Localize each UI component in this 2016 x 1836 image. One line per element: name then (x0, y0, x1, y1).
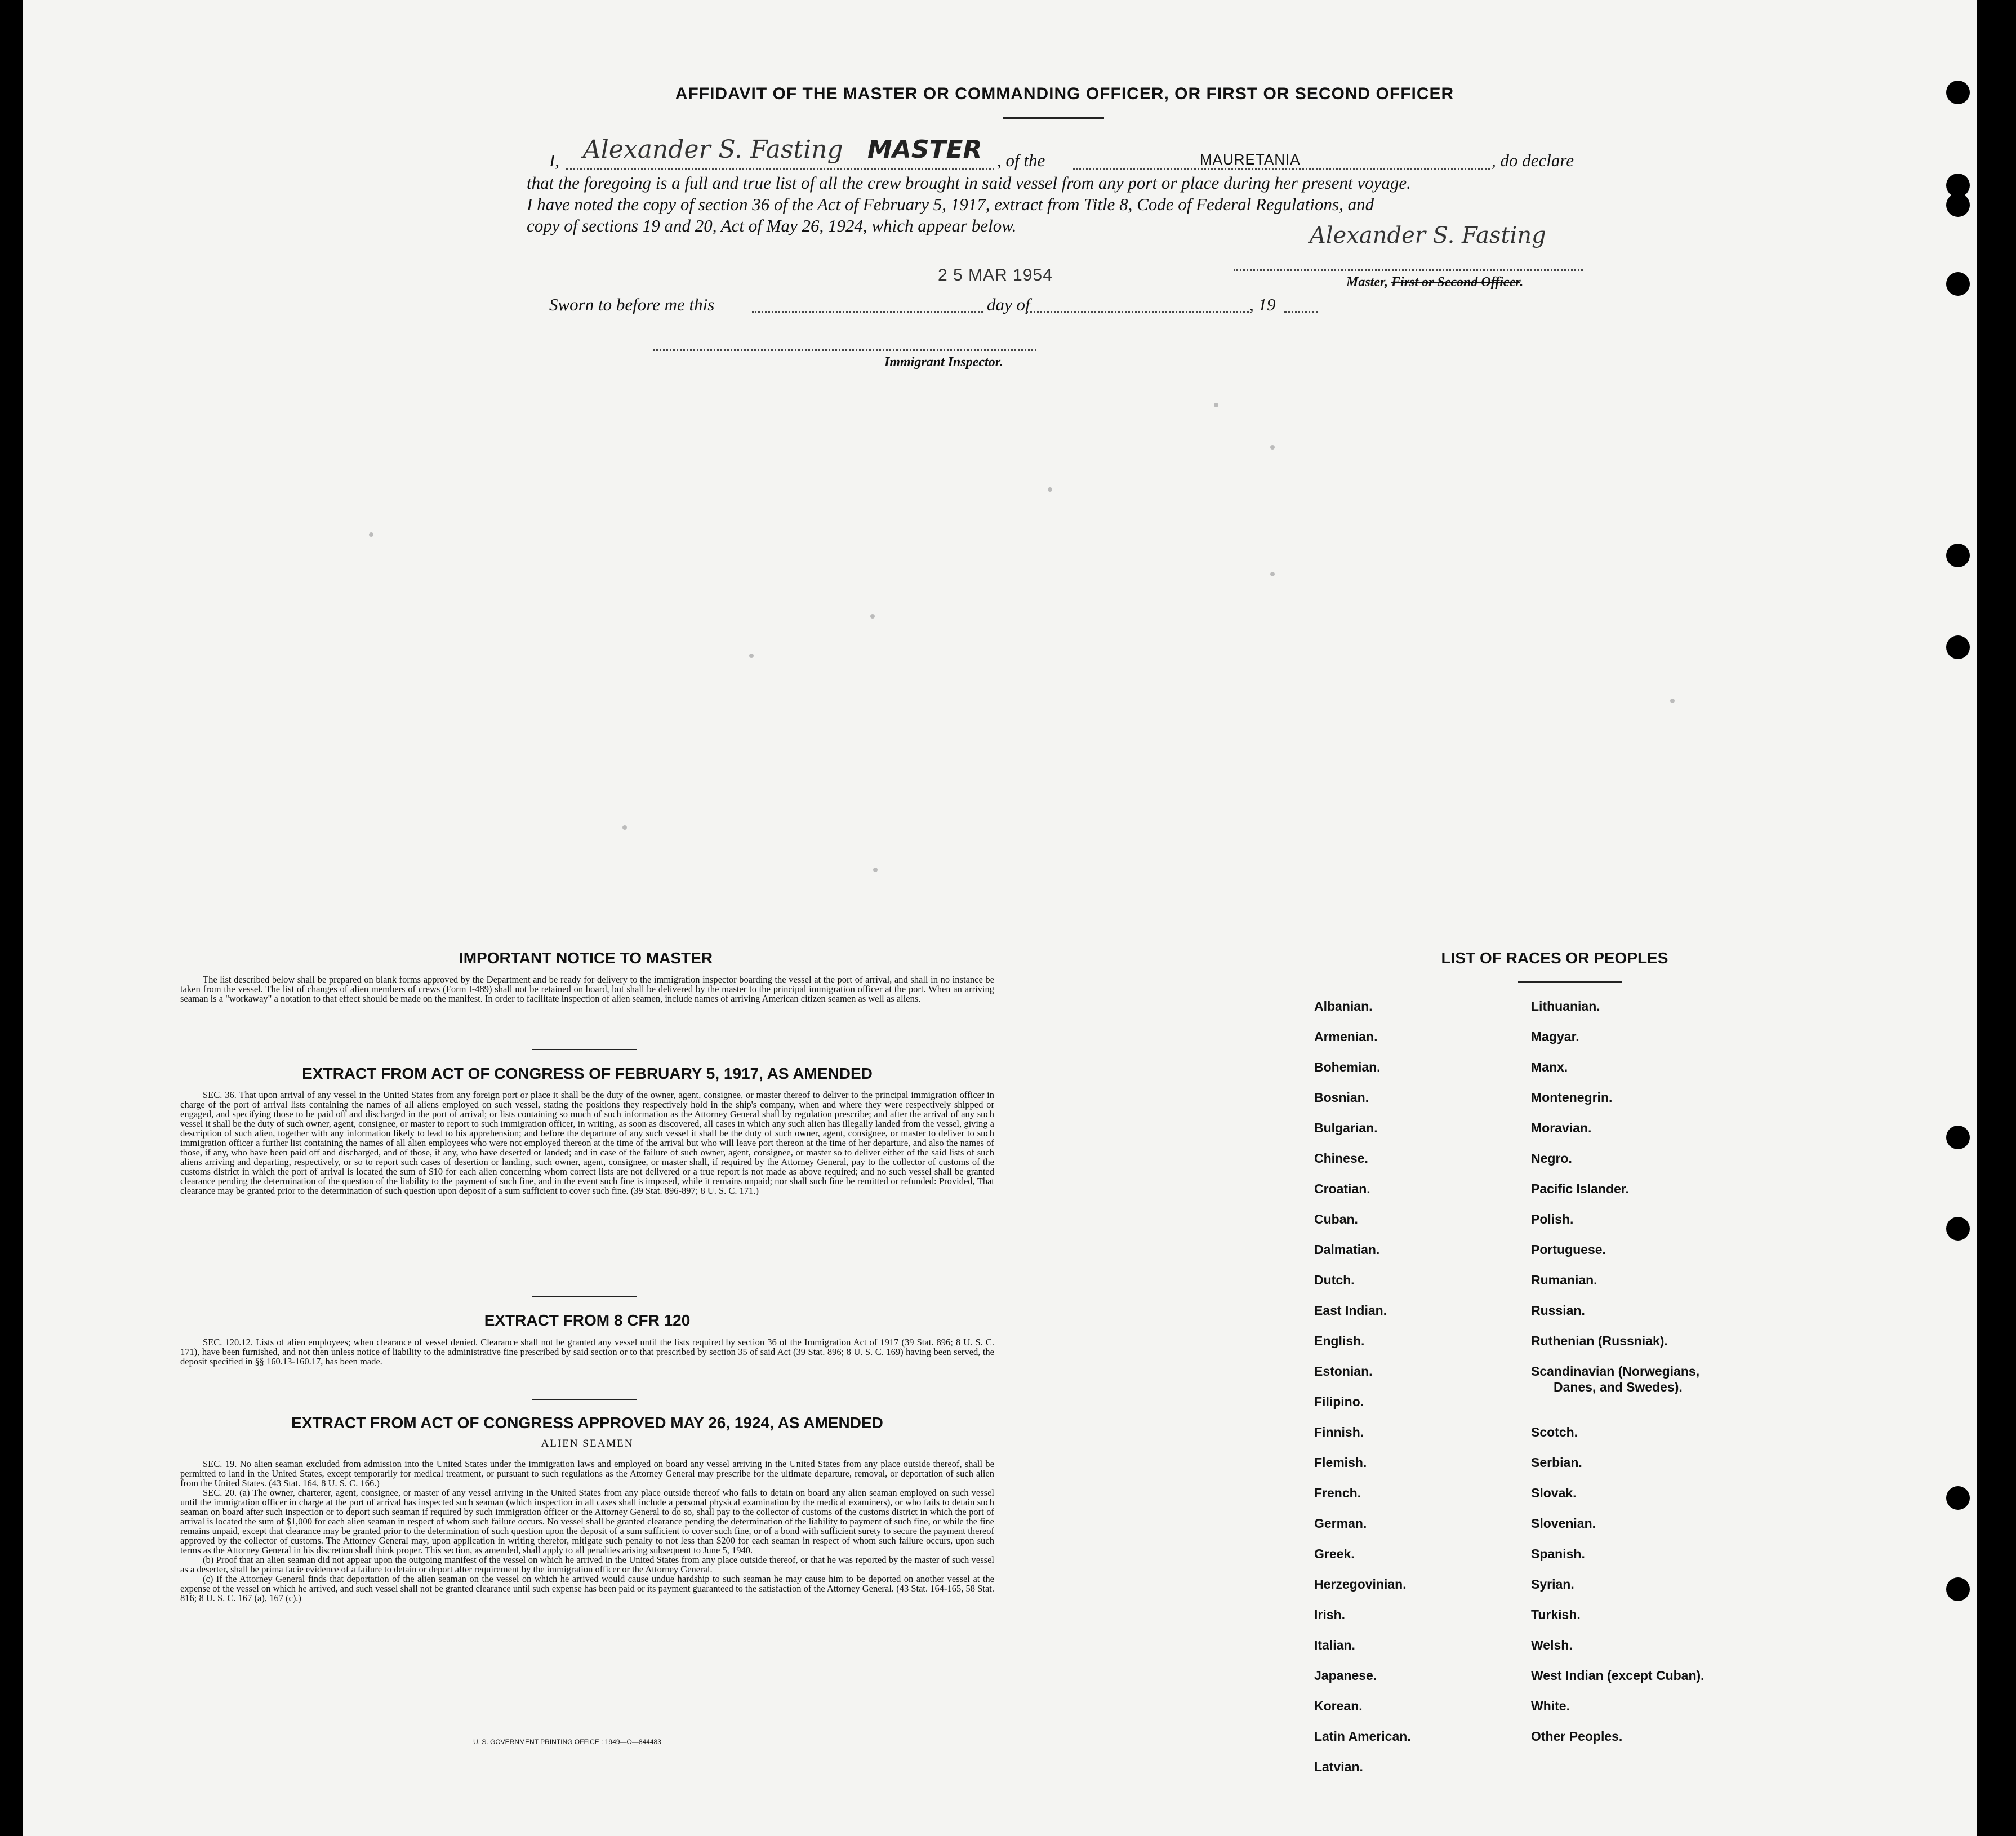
race-item: Bulgarian. (1314, 1121, 1378, 1135)
punch-hole (1946, 1486, 1970, 1510)
race-item: Lithuanian. (1531, 999, 1600, 1013)
extract-1924-body (180, 1459, 994, 1603)
race-item: Slovenian. (1531, 1516, 1596, 1531)
race-item: Korean. (1314, 1699, 1363, 1713)
signature-second: Alexander S. Fasting (1310, 223, 1546, 248)
day-of-label: day of (987, 295, 1030, 314)
race-item: Montenegrin. (1531, 1090, 1613, 1105)
race-item: Slovak. (1531, 1486, 1577, 1500)
race-item: Syrian. (1531, 1577, 1574, 1592)
bleed-dot (1270, 572, 1275, 576)
of-the-label: , of the (997, 150, 1045, 170)
sworn-label: Sworn to before me this (549, 295, 715, 314)
race-item: Armenian. (1314, 1029, 1378, 1044)
race-item: Latvian. (1314, 1759, 1363, 1774)
notice-title: IMPORTANT NOTICE TO MASTER (459, 949, 713, 967)
race-item: Filipino. (1314, 1394, 1364, 1409)
bleed-dot (1048, 487, 1052, 492)
race-item: Italian. (1314, 1638, 1355, 1652)
vessel-name: MAURETANIA (1200, 151, 1301, 168)
master-label-end: . (1520, 275, 1524, 290)
race-item: French. (1314, 1486, 1361, 1500)
race-item: Danes, and Swedes). (1554, 1380, 1683, 1394)
race-item: Magyar. (1531, 1029, 1579, 1044)
bleed-dot (749, 654, 754, 658)
race-item: Welsh. (1531, 1638, 1573, 1652)
bleed-dot (369, 532, 373, 537)
notice-paragraph: The list described below shall be prepared on blank forms approved by the Department and be ready for delivery to the immigration inspector boarding the vessel at the port of arrival, and shall in no instance be taken from the vessel. The list of changes of alien members of crews (Form I-489) shall not be retained on board, but shall be delivered by the master to the principal immigration officer at the port. When an arriving seaman is a "workaway" a notation to that effect should be made on the manifest. In order to facilitate inspection of alien seamen, include names of arriving American citizen seamen as well as aliens. (180, 974, 994, 1004)
race-item: Ruthenian (Russniak). (1531, 1333, 1668, 1348)
sworn-day-line (752, 311, 983, 313)
affidavit-title: AFFIDAVIT OF THE MASTER OR COMMANDING OFFICER, OR FIRST OR SECOND OFFICER (675, 85, 1454, 103)
master-text: Master, (1346, 275, 1392, 290)
race-item: Chinese. (1314, 1151, 1368, 1166)
race-item: Serbian. (1531, 1455, 1582, 1470)
date-stamp: 2 5 MAR 1954 (938, 266, 1053, 284)
section-divider (532, 1399, 637, 1400)
master-signature-line (1234, 269, 1583, 271)
races-title: LIST OF RACES OR PEOPLES (1441, 949, 1668, 967)
race-item: Latin American. (1314, 1729, 1411, 1744)
race-item: White. (1531, 1699, 1570, 1713)
race-item: Bosnian. (1314, 1090, 1369, 1105)
signature-first: Alexander S. Fasting (583, 135, 843, 164)
race-item: Scandinavian (Norwegians, (1531, 1364, 1700, 1379)
master-label (1346, 275, 1523, 290)
race-item: Dalmatian. (1314, 1242, 1380, 1257)
notice-body (180, 975, 994, 1003)
extract-1924-title: EXTRACT FROM ACT OF CONGRESS APPROVED MAY 26, 1924, AS AMENDED (291, 1414, 883, 1432)
race-item: Estonian. (1314, 1364, 1373, 1379)
race-item: Manx. (1531, 1060, 1568, 1074)
inspector-label: Immigrant Inspector. (884, 355, 1003, 370)
bleed-dot (1670, 699, 1675, 703)
bleed-dot (873, 868, 878, 872)
punch-hole (1946, 1126, 1970, 1149)
declaration-line-2: that the foregoing is a full and true list of all the crew brought in said vessel from any port or place during her present voyage. (527, 173, 1411, 193)
extract-cfr-title: EXTRACT FROM 8 CFR 120 (484, 1312, 691, 1329)
sworn-month-line (1026, 311, 1249, 313)
i-prefix: I, (549, 150, 560, 170)
document-page (23, 0, 1977, 1836)
declaration-line-3: I have noted the copy of section 36 of the Act of February 5, 1917, extract from Title 8, Code of Federal Regulations, and (527, 194, 1374, 214)
race-item: Spanish. (1531, 1546, 1585, 1561)
race-item: Portuguese. (1531, 1242, 1606, 1257)
punch-hole (1946, 193, 1970, 217)
race-item: Other Peoples. (1531, 1729, 1623, 1744)
punch-hole (1946, 544, 1970, 567)
race-item: Rumanian. (1531, 1273, 1597, 1287)
punch-hole (1946, 1577, 1970, 1601)
punch-hole (1946, 1217, 1970, 1241)
race-item: Bohemian. (1314, 1060, 1381, 1074)
race-item: Polish. (1531, 1212, 1574, 1226)
declaration-line-4: copy of sections 19 and 20, Act of May 26, 1924, which appear below. (527, 216, 1017, 235)
race-item: West Indian (except Cuban). (1531, 1668, 1705, 1683)
name-line (566, 168, 994, 170)
sec-20c-paragraph: (c) If the Attorney General finds that deportation of the alien seaman on the vessel on which he arrived would cause undue hardship to such seaman he may cause him to be deported on another vessel at the expense of the vessel on which he arrived, and such vessel shall not be granted clearance until such expense has been paid or its payment guaranteed to the satisfaction of the Attorney General. (43 Stat. 164-165, 58 Stat. 816; 8 U. S. C. 167 (a), 167 (c).) (180, 1573, 994, 1603)
extract-1924-subtitle: ALIEN SEAMEN (541, 1438, 634, 1450)
race-item: Pacific Islander. (1531, 1181, 1629, 1196)
bleed-dot (870, 614, 875, 619)
signature-rank: MASTER (867, 135, 982, 164)
sec-20a-paragraph: SEC. 20. (a) The owner, charterer, agent, consignee, or master of any vessel arriving in the United States from any place outside thereof who fails to detain on board any alien seaman employed on such vessel until the immigration officer in charge at the port of arrival has inspected such seaman (which inspection in all cases shall include a personal physical examination by the medical examiners), or who fails to detain such seaman on board after such inspection or to deport such seaman if required by such immigration officer or the Attorney General to do so, shall pay to the collector of customs of the customs district in which the port of arrival is located the sum of $1,000 for each alien seaman in respect of whom such failure occurs. No vessel shall be granted clearance pending the determination of the liability to payment of such fine, or while the fine remains unpaid, except that clearance may be granted prior to the determination of such question upon the deposit of a sum sufficient to cover such fine, or of a bond with sufficient surety to secure the payment thereof approved by the collector of customs. The Attorney General may, upon application in writing therefor, mitigate such penalty to not less than $200 for each seaman in respect of whom such failure occurs, upon such terms as the Attorney General in his discretion shall think proper. This section, as amended, shall apply to all penalties arising subsequent to June 5, 1940. (180, 1487, 994, 1555)
race-item: Moravian. (1531, 1121, 1592, 1135)
race-item: Albanian. (1314, 999, 1373, 1013)
struck-officer-text: First or Second Officer (1391, 275, 1520, 290)
race-item: Dutch. (1314, 1273, 1355, 1287)
extract-1917-body (180, 1090, 994, 1195)
sworn-year-line (1284, 311, 1318, 313)
year-label: , 19 (1249, 295, 1276, 314)
race-item: Flemish. (1314, 1455, 1367, 1470)
extract-cfr-body (180, 1337, 994, 1366)
race-item: Turkish. (1531, 1607, 1581, 1622)
race-item: Japanese. (1314, 1668, 1377, 1683)
extract-1917-paragraph: SEC. 36. That upon arrival of any vessel in the United States from any foreign port or place it shall be the duty of the owner, agent, consignee, or master thereof to deliver to the principal immigration officer in charge of the port of arrival lists containing the names of all aliens employed on such vessel, stating the positions they respectively hold in the ship's company, when and where they were respectively shipped or engaged, and specifying those to be paid off and discharged in the port of arrival; or lists containing so much of such information as the Attorney General shall by regulation prescribe; and after the arrival of any such vessel it shall be the duty of such owner, agent, consignee, or master to report to such immigration officer, in writing, as soon as discovered, all cases in which any such alien has illegally landed from the vessel, giving a description of such alien, together with any information likely to lead to his apprehension; and before the departure of any such vessel it shall be the duty of such owner, agent, consignee, or master to deliver to such immigration officer a further list containing the names of all alien employees who were not employed thereon at the time of the arrival but who will leave port thereon at the time of her departure, and also the names of those, if any, who have been paid off and discharged, and of those, if any, who have deserted or landed; and in case of the failure of such owner, agent, consignee, or master so to deliver either of the said lists of such aliens arriving and departing, respectively, or so to report such cases of desertion or landing, such owner, agent, consignee, or master shall, if required by the Attorney General, pay to the collector of customs of the customs district in which the port of arrival is located the sum of $10 for each alien concerning whom correct lists are not delivered or a true report is not made as above required; and no such vessel shall be granted clearance pending the determination of the question of the liability to the payment of such fine, and in the event such fine is imposed, while it remains unpaid; nor shall such fine be remitted or refunded: Provided, That clearance may be granted prior to the determination of such question upon deposit of a sum sufficient to cover such fine. (39 Stat. 896-897; 8 U. S. C. 171.) (180, 1090, 994, 1196)
sec-20b-paragraph: (b) Proof that an alien seaman did not appear upon the outgoing manifest of the vessel on which he arrived in the United States from any place outside thereof, or that he was reported by the master of such vessel as a deserter, shall be prima facie evidence of a failure to detain or deport after requirement by the immigration officer or the Attorney General. (180, 1554, 994, 1575)
race-item: Negro. (1531, 1151, 1572, 1166)
section-divider (532, 1049, 637, 1050)
race-item: Scotch. (1531, 1425, 1578, 1439)
punch-hole (1946, 81, 1970, 104)
bleed-dot (1270, 445, 1275, 450)
race-item: Irish. (1314, 1607, 1345, 1622)
race-item: East Indian. (1314, 1303, 1387, 1318)
punch-hole (1946, 635, 1970, 659)
race-item: Greek. (1314, 1546, 1355, 1561)
title-divider (1003, 117, 1104, 119)
race-item: Russian. (1531, 1303, 1585, 1318)
extract-1917-title: EXTRACT FROM ACT OF CONGRESS OF FEBRUARY 5, 1917, AS AMENDED (302, 1065, 873, 1082)
race-item: German. (1314, 1516, 1367, 1531)
bleed-dot (1214, 403, 1218, 407)
bleed-dot (622, 825, 627, 830)
printer-imprint: U. S. GOVERNMENT PRINTING OFFICE : 1949—O—844483 (473, 1738, 661, 1746)
punch-hole (1946, 272, 1970, 296)
do-declare-label: , do declare (1492, 150, 1574, 170)
race-item: English. (1314, 1333, 1365, 1348)
race-item: Cuban. (1314, 1212, 1358, 1226)
inspector-line (653, 349, 1036, 351)
sec-19-paragraph: SEC. 19. No alien seaman excluded from admission into the United States under the immigration laws and employed on board any vessel arriving in the United States from any place outside thereof, shall be permitted to land in the United States, except temporarily for medical treatment, or pursuant to such regulations as the Attorney General may prescribe for the ultimate departure, removal, or deportation of such alien from the United States. (43 Stat. 164, 8 U. S. C. 166.) (180, 1459, 994, 1488)
races-divider (1518, 981, 1622, 983)
race-item: Croatian. (1314, 1181, 1370, 1196)
race-item: Herzegovinian. (1314, 1577, 1407, 1592)
race-item: Finnish. (1314, 1425, 1364, 1439)
section-divider (532, 1296, 637, 1297)
extract-cfr-paragraph: SEC. 120.12. Lists of alien employees; when clearance of vessel denied. Clearance shall not be granted any vessel until the lists required by section 36 of the Immigration Act of 1917 (39 Stat. 896; 8 U. S. C. 171), have been furnished, and not then unless notice of liability to the administrative fine prescribed by said section or to that prescribed by section 35 of said Act (39 Stat. 896; 8 U. S. C. 169) having been served, the deposit specified in §§ 160.13-160.17, has been made. (180, 1337, 994, 1367)
